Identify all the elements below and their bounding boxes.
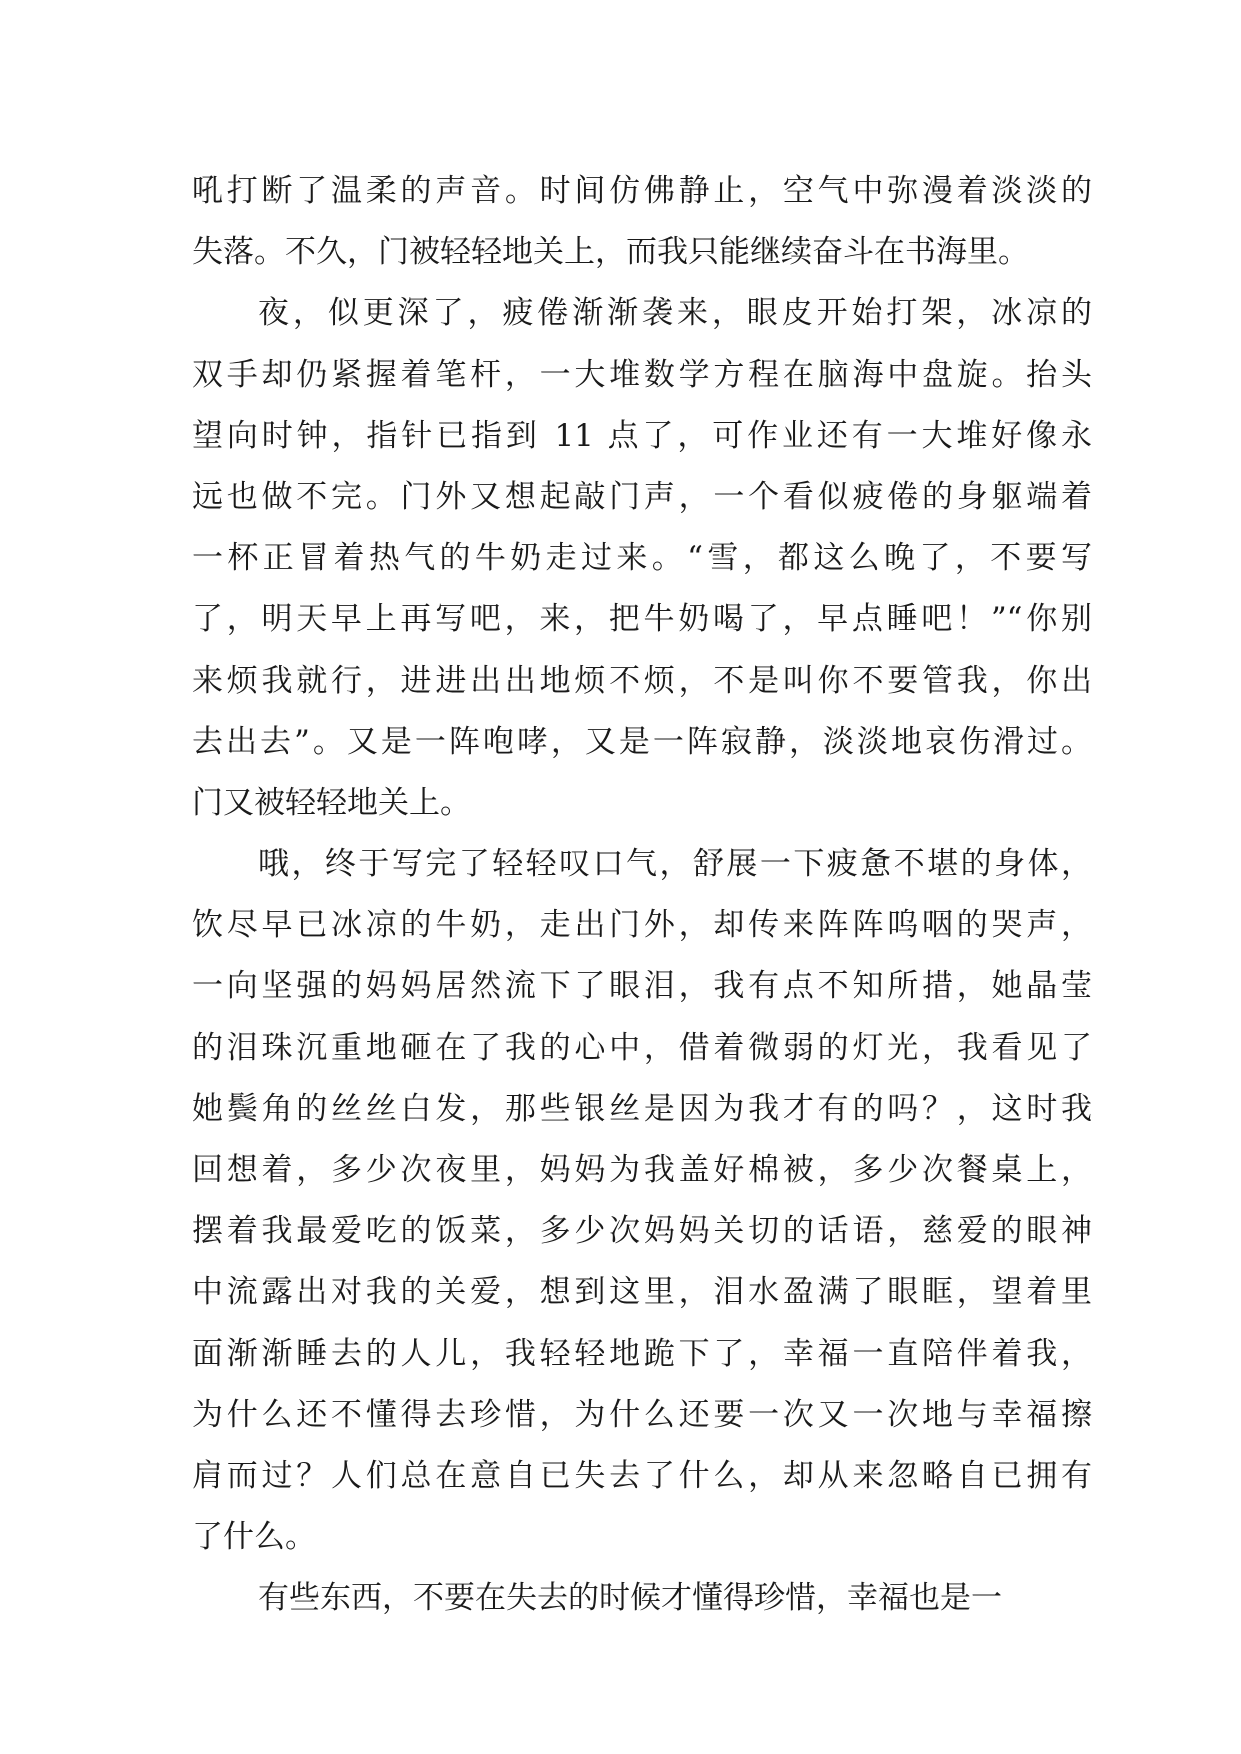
text-line: 为什么还不懂得去珍惜，为什么还要一次又一次地与幸福擦 [192,1396,1092,1433]
text-line: 门又被轻轻地关上。 [192,784,471,821]
text-line: 肩而过？人们总在意自已失去了什么，却从来忽略自已拥有 [192,1457,1092,1494]
text-line: 中流露出对我的关爱，想到这里，泪水盈满了眼眶，望着里 [192,1274,1092,1311]
text-line: 一杯正冒着热气的牛奶走过来。“雪，都这么晚了，不要写 [192,540,1092,577]
text-line: 她鬓角的丝丝白发，那些银丝是因为我才有的吗？，这时我 [192,1090,1092,1127]
essay-text [192,161,1092,1630]
text-line: 吼打断了温柔的声音。时间仿佛静止，空气中弥漫着淡淡的 [192,173,1092,209]
text-line: 来烦我就行，进进出出地烦不烦，不是叫你不要管我，你出 [192,662,1092,699]
paragraph-start-line: 夜，似更深了，疲倦渐渐袭来，眼皮开始打架，冰凉的 [258,295,1092,332]
text-line: 了什么。 [192,1519,316,1556]
paragraph-start-line: 有些东西，不要在失去的时候才懂得珍惜，幸福也是一 [258,1580,1002,1617]
text-line: 一向坚强的妈妈居然流下了眼泪，我有点不知所措，她晶莹 [192,968,1092,1005]
text-line: 去出去”。又是一阵咆哮，又是一阵寂静，淡淡地哀伤滑过。 [192,723,1092,760]
text-line: 失落。不久，门被轻轻地关上，而我只能继续奋斗在书海里。 [192,234,1029,271]
text-line: 远也做不完。门外又想起敲门声，一个看似疲倦的身躯端着 [192,478,1092,515]
text-line: 的泪珠沉重地砸在了我的心中，借着微弱的灯光，我看见了 [192,1029,1092,1066]
text-line: 回想着，多少次夜里，妈妈为我盖好棉被，多少次餐桌上， [192,1152,1092,1188]
text-line: 饮尽早已冰凉的牛奶，走出门外，却传来阵阵呜咽的哭声， [192,907,1092,944]
text-line: 了，明天早上再写吧，来，把牛奶喝了，早点睡吧！”“你别 [192,601,1092,638]
text-line: 双手却仍紧握着笔杆，一大堆数学方程在脑海中盘旋。抬头 [192,356,1092,393]
paragraph-start-line: 哦，终于写完了轻轻叹口气，舒展一下疲惫不堪的身体， [258,846,1092,883]
text-line: 面渐渐睡去的人儿，我轻轻地跪下了，幸福一直陪伴着我， [192,1335,1092,1372]
text-line: 摆着我最爱吃的饭菜，多少次妈妈关切的话语，慈爱的眼神 [192,1213,1092,1250]
text-line: 望向时钟，指针已指到 11 点了，可作业还有一大堆好像永 [192,417,1092,454]
